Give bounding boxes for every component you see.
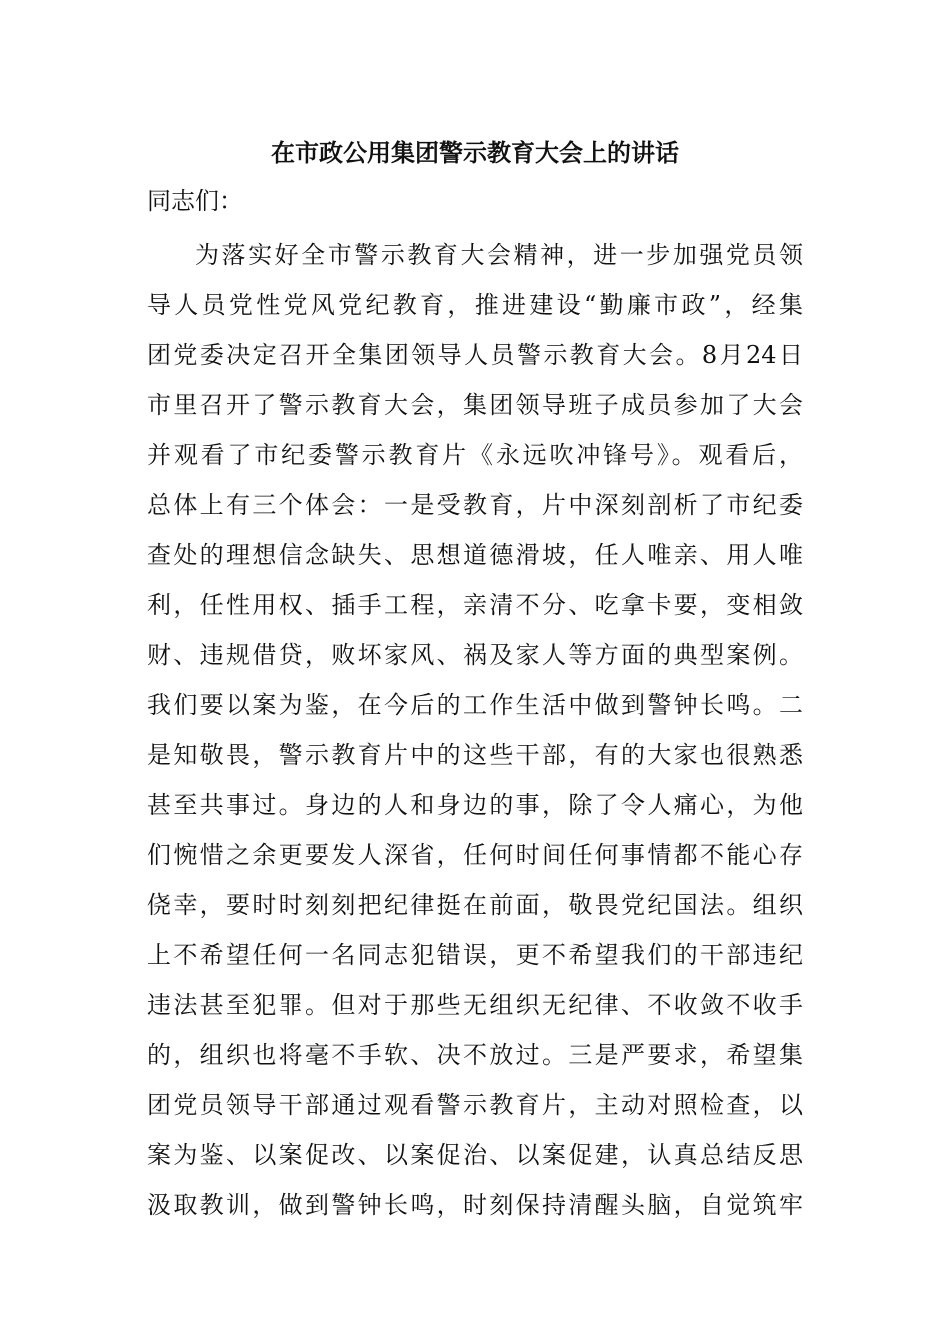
body-line: 团党员领导干部通过观看警示教育片，主动对照检查，以 [147, 1091, 803, 1119]
body-line: 市里召开了警示教育大会，集团领导班子成员参加了大会 [147, 391, 803, 419]
document-title: 在市政公用集团警示教育大会上的讲话 [271, 139, 679, 167]
body-line: 财、违规借贷，败坏家风、祸及家人等方面的典型案例。 [147, 641, 803, 669]
body-line: 甚至共事过。身边的人和身边的事，除了令人痛心，为他 [147, 791, 803, 819]
body-line: 是知敬畏，警示教育片中的这些干部，有的大家也很熟悉 [147, 741, 803, 769]
body-line: 为落实好全市警示教育大会精神，进一步加强党员领 [195, 241, 803, 269]
body-line: 并观看了市纪委警示教育片《永远吹冲锋号》。观看后， [147, 441, 803, 469]
body-line: 查处的理想信念缺失、思想道德滑坡，任人唯亲、用人唯 [147, 541, 803, 569]
body-line: 违法甚至犯罪。但对于那些无组织无纪律、不收敛不收手 [147, 991, 803, 1019]
body-line: 总体上有三个体会：一是受教育，片中深刻剖析了市纪委 [147, 491, 803, 519]
body-line: 利，任性用权、插手工程，亲清不分、吃拿卡要，变相敛 [147, 591, 803, 619]
salutation: 同志们： [147, 187, 243, 215]
body-line: 侥幸，要时时刻刻把纪律挺在前面，敬畏党纪国法。组织 [147, 891, 803, 919]
body-line: 案为鉴、以案促改、以案促治、以案促建，认真总结反思 [147, 1141, 803, 1169]
body-line: 导人员党性党风党纪教育，推进建设“勤廉市政”，经集 [147, 291, 803, 319]
body-line: 的，组织也将毫不手软、决不放过。三是严要求，希望集 [147, 1041, 803, 1069]
body-line: 汲取教训，做到警钟长鸣，时刻保持清醒头脑，自觉筑牢 [147, 1191, 803, 1219]
body-line: 们惋惜之余更要发人深省，任何时间任何事情都不能心存 [147, 841, 803, 869]
body-line: 上不希望任何一名同志犯错误，更不希望我们的干部违纪 [147, 941, 803, 969]
body-paragraph [147, 230, 803, 1230]
body-line: 团党委决定召开全集团领导人员警示教育大会。8月24日 [147, 341, 803, 369]
body-line: 我们要以案为鉴，在今后的工作生活中做到警钟长鸣。二 [147, 691, 803, 719]
